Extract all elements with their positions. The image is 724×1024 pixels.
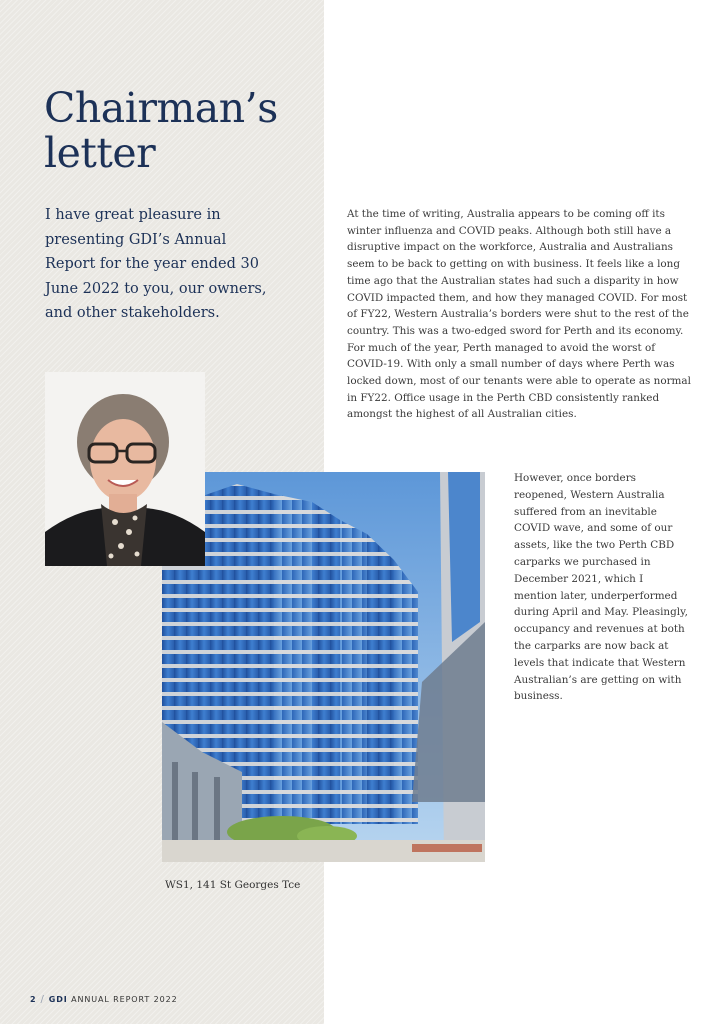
page-number: 2 bbox=[30, 995, 37, 1004]
body-paragraph-2: However, once borders reopened, Western Australia suffered from an inevitable COVID wave, and some of our assets, like the two Perth CBD carparks we purchased in December 2021, which I mention later, underperformed during April and May. Pleasingly, occupancy and revenues at both the carparks are now back at levels that indicate that Western Australian’s are getting on with business. bbox=[514, 472, 688, 703]
intro-paragraph: I have great pleasure in presenting GDI’s Annual Report for the year ended 30 June 2022 to you, our owners, and other stakeholders. bbox=[45, 207, 267, 321]
chairman-portrait-photo bbox=[45, 372, 205, 566]
footer-report-label: ANNUAL REPORT 2022 bbox=[71, 995, 178, 1004]
page-title: Chairman’s letter bbox=[44, 84, 278, 177]
footer-brand: GDI bbox=[48, 995, 68, 1004]
building-photo bbox=[162, 472, 485, 862]
body-paragraph-1: At the time of writing, Australia appears to be coming off its winter influenza and COVID peaks. Although both still have a disruptive impact on the workforce, Australia and Australians seem to be back to getting on with business. It feels like a long time ago that the Australian states had such a disparity in how COVID impacted them, and how they managed COVID. For most of FY22, Western Australia’s borders were shut to the rest of the country. This was a two-edged sword for Perth and its economy. For much of the year, Perth managed to avoid the worst of COVID-19. With only a small number of days where Perth was locked down, most of our tenants were able to operate as normal in FY22. Office usage in the Perth CBD consistently ranked amongst the highest of all Australian cities. bbox=[347, 208, 691, 421]
footer-separator: / bbox=[40, 994, 45, 1005]
page-footer bbox=[30, 994, 178, 1005]
photo-caption: WS1, 141 St Georges Tce bbox=[165, 879, 301, 891]
